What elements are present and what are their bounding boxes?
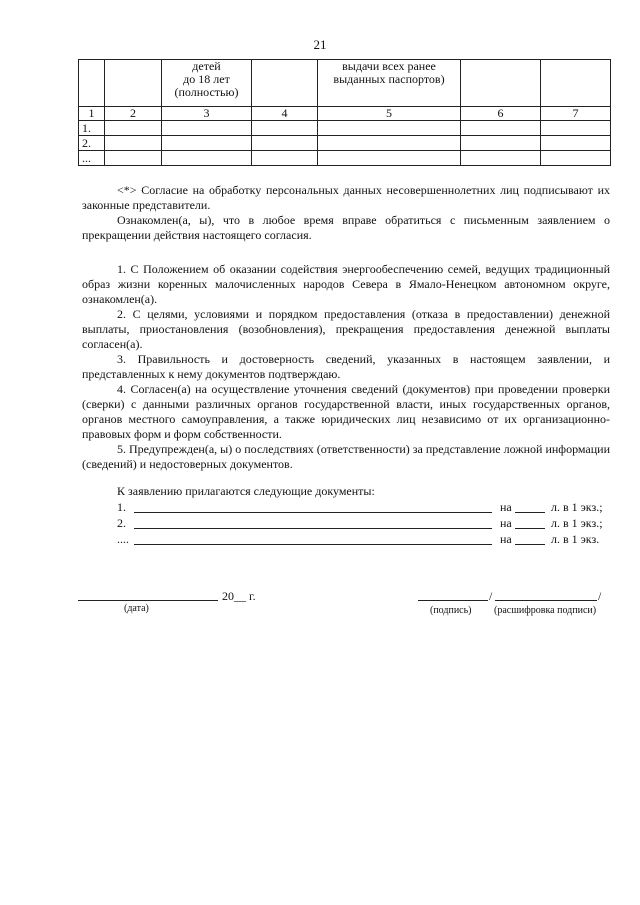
column-number: 4 bbox=[252, 107, 318, 121]
attachment-line bbox=[82, 516, 610, 532]
attachment-number: 2. bbox=[117, 516, 126, 530]
row-label: ... bbox=[79, 151, 105, 166]
column-number: 2 bbox=[105, 107, 162, 121]
attachment-sheets: л. в 1 экз.; bbox=[551, 500, 603, 514]
header-cell: детей до 18 лет (полностью) bbox=[162, 60, 252, 107]
column-number: 5 bbox=[318, 107, 461, 121]
column-number: 1 bbox=[79, 107, 105, 121]
attachment-line bbox=[82, 532, 610, 548]
column-number: 7 bbox=[541, 107, 611, 121]
decode-label: (расшифровка подписи) bbox=[494, 605, 597, 616]
signature-slash: / bbox=[598, 589, 602, 603]
row-label: 2. bbox=[79, 136, 105, 151]
declaration-item: 4. Согласен(а) на осуществление уточнения сведений (документов) при проведении проверки (сверки) с данными различных органов государственной власти, иных государственных органов, органов местного самоуправления, а также юридических лиц независимо от их организационно-правовых форм и форм собственности. bbox=[82, 382, 610, 441]
consent-section bbox=[82, 183, 610, 243]
column-number: 6 bbox=[461, 107, 541, 121]
table-row bbox=[79, 121, 611, 136]
attachment-on: на bbox=[500, 500, 512, 514]
row-label: 1. bbox=[79, 121, 105, 136]
sheets-count-field[interactable] bbox=[515, 544, 545, 545]
year-label: 20__ г. bbox=[222, 589, 256, 603]
signature-field[interactable] bbox=[418, 600, 488, 601]
signature-decode-field[interactable] bbox=[495, 600, 597, 601]
header-cell bbox=[79, 60, 105, 107]
declaration-item: 1. С Положением об оказании содействия энергообеспечению семей, ведущих традиционный образ жизни коренных малочисленных народов Севера в Ямало-Ненецком автономном округе, ознакомлен(а). bbox=[82, 262, 610, 306]
header-cell bbox=[541, 60, 611, 107]
attachment-number: 1. bbox=[117, 500, 126, 514]
document-name-field[interactable] bbox=[134, 512, 492, 513]
signature-label: (подпись) bbox=[430, 605, 472, 616]
declaration-item: 3. Правильность и достоверность сведений, указанных в настоящем заявлении, и представленных к нему документов подтверждаю. bbox=[82, 352, 610, 381]
sheets-count-field[interactable] bbox=[515, 512, 545, 513]
column-number-row bbox=[79, 107, 611, 121]
table-row bbox=[79, 136, 611, 151]
header-cell bbox=[105, 60, 162, 107]
declaration-item: 2. С целями, условиями и порядком предоставления (отказа в предоставлении) денежной выплаты, приостановления (возобновления), прекращения предоставления денежной выплаты согласен(а). bbox=[82, 307, 610, 351]
attachment-on: на bbox=[500, 532, 512, 546]
acquainted-note: Ознакомлен(а, ы), что в любое время вправе обратиться с письменным заявлением о прекращении действия настоящего согласия. bbox=[82, 213, 610, 242]
table-row bbox=[79, 151, 611, 166]
signature-slash: / bbox=[489, 589, 493, 603]
attachment-line bbox=[82, 500, 610, 516]
table-header-row bbox=[79, 60, 611, 107]
data-table bbox=[78, 59, 611, 166]
attachment-sheets: л. в 1 экз.; bbox=[551, 516, 603, 530]
consent-note: <*> Согласие на обработку персональных данных несовершеннолетних лиц подписывают их законные представители. bbox=[82, 183, 610, 212]
declaration-item: 5. Предупрежден(а, ы) о последствиях (ответственности) за представление ложной информации (сведений) и недостоверных документов. bbox=[82, 442, 610, 471]
sheets-count-field[interactable] bbox=[515, 528, 545, 529]
column-number: 3 bbox=[162, 107, 252, 121]
date-field[interactable] bbox=[78, 600, 218, 601]
attachment-number: .... bbox=[117, 532, 129, 546]
attachment-on: на bbox=[500, 516, 512, 530]
document-name-field[interactable] bbox=[134, 528, 492, 529]
attachments-section bbox=[82, 484, 610, 548]
header-cell bbox=[252, 60, 318, 107]
attachment-sheets: л. в 1 экз. bbox=[551, 532, 600, 546]
page-number: 21 bbox=[313, 37, 327, 52]
declarations-list bbox=[82, 262, 610, 472]
header-cell: выдачи всех ранее выданных паспортов) bbox=[318, 60, 461, 107]
document-name-field[interactable] bbox=[134, 544, 492, 545]
attachments-title: К заявлению прилагаются следующие документы: bbox=[117, 484, 375, 498]
date-label: (дата) bbox=[124, 603, 149, 614]
header-cell bbox=[461, 60, 541, 107]
